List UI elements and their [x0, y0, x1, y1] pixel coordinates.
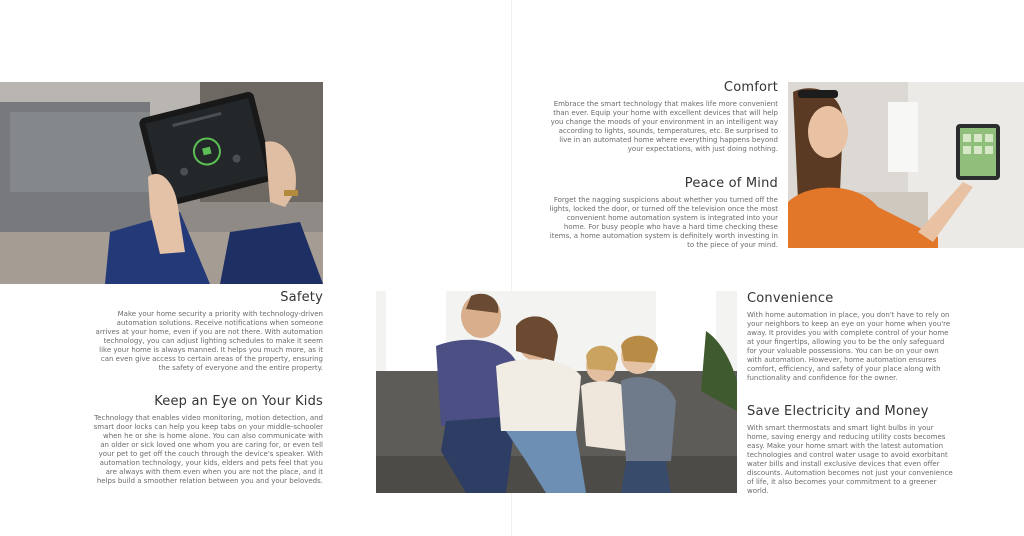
tablet-in-hands-photo [0, 82, 323, 284]
peace-of-mind-heading: Peace of Mind [684, 176, 778, 191]
comfort-section [546, 80, 778, 154]
kids-section [93, 394, 323, 486]
family-on-couch-photo [376, 291, 737, 493]
safety-body: Make your home security a priority with technology-driven automation solutions. Receive notifications when someone arrives at your home, even if you are not there. With automation technology, you can adjust lighting schedules to make it seem like your home is always manned. It helps you much more, as it can even give access to certain areas of the property, ensuring the safety of everyone and the entire property. [95, 310, 323, 372]
electricity-section [747, 404, 953, 496]
safety-section [93, 290, 323, 373]
convenience-heading: Convenience [747, 291, 834, 306]
convenience-body: With home automation in place, you don't have to rely on your neighbors to keep an eye on your home when you're away. It provides you with complete control of your home at your fingertips, allowing you to be the only safeguard for your valuable possessions. You can be on your own with automation. However, home automation ensures comfort, efficiency, and safety of your place along with functionality and confidence for the owner. [747, 311, 951, 382]
peace-of-mind-body: Forget the nagging suspicions about whether you turned off the lights, locked the door, or turned off the television once the most convenient home automation system is integrated into your home. For busy people who have a hard time checking these items, a home automation system is definitely worth investing in to the piece of your mind. [549, 196, 778, 249]
electricity-heading: Save Electricity and Money [747, 404, 929, 419]
comfort-body: Embrace the smart technology that makes life more convenient than ever. Equip your home with excellent devices that will help you change the moods of your environment in an intelligent way according to lights, sounds, temperatures, etc. Be surprised to live in an automated home where everything happens beyond your expectations, with just doing nothing. [550, 100, 778, 153]
electricity-body: With smart thermostats and smart light bulbs in your home, saving energy and reducing utility costs becomes easy. Make your home smart with the latest automation technologies and control water usage to avoid exorbitant water bills and install exclusive devices that even offer discounts. Automation becomes not just your convenience of life, it also becomes your commitment to a greener world. [747, 424, 953, 495]
safety-heading: Safety [280, 290, 323, 305]
peace-of-mind-section [546, 176, 778, 250]
kids-heading: Keep an Eye on Your Kids [154, 394, 323, 409]
comfort-heading: Comfort [723, 80, 778, 95]
convenience-section [747, 291, 953, 383]
kids-body: Technology that enables video monitoring, motion detection, and smart door locks can help you keep tabs on your middle-schooler when he or she is home alone. You can also communicate with an older or sick loved one whom you are caring for, or even tell your pet to get off the couch through the device's speaker. With automation technology, your kids, elders and pets feel that you are always with them even when you are not the place, and it helps build a smoother relation between you and your beloveds. [93, 414, 323, 485]
woman-wall-panel-photo [788, 82, 1024, 248]
